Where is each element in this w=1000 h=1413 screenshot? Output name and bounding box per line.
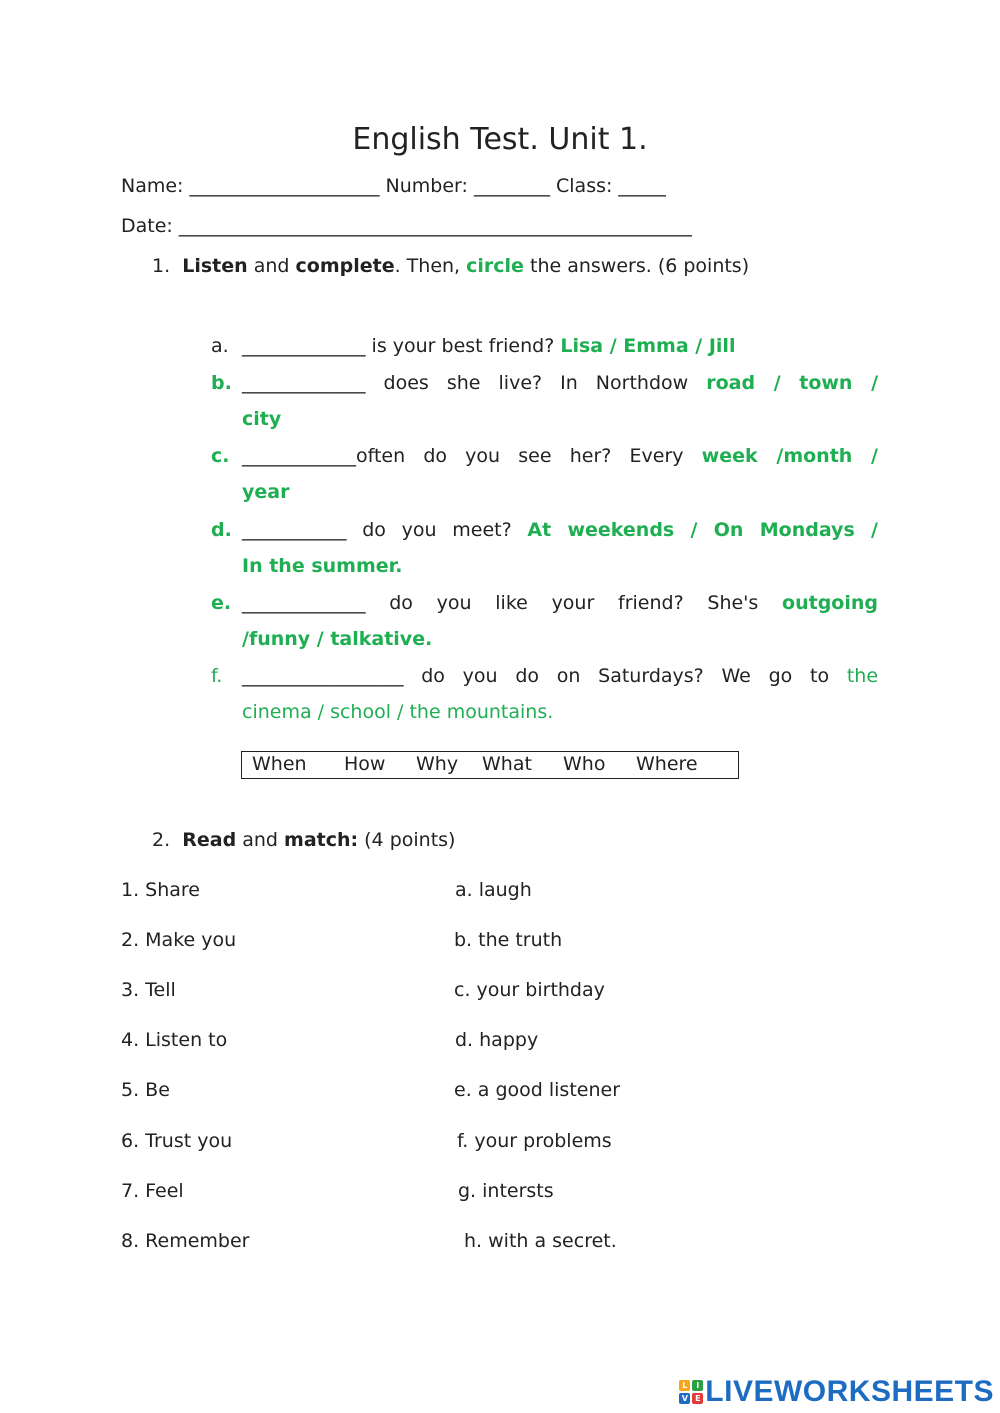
name-number-class-line: Name: ____________________ Number: ________ Class: _____ [121, 175, 666, 197]
item-f-continuation[interactable]: cinema / school / the mountains. [242, 701, 554, 723]
item-d-options[interactable]: At weekends / On Mondays / [527, 519, 878, 541]
liveworksheets-wordmark: LIVEWORKSHEETS [705, 1375, 994, 1408]
item-d-blank[interactable]: ___________ [242, 519, 347, 541]
item-e-continuation[interactable]: /funny / talkative. [242, 628, 433, 650]
instr-circle: circle [466, 255, 524, 277]
item-f-word: do [421, 665, 445, 687]
item-b-line [242, 372, 878, 394]
item-d-question: do you meet? [362, 519, 512, 541]
item-c-continuation[interactable]: year [242, 481, 290, 503]
item-e-letter: e. [211, 592, 232, 614]
item-b-question: does she live? In Northdow [383, 372, 689, 394]
item-e-word: like [495, 592, 528, 614]
item-b-continuation[interactable]: city [242, 408, 282, 430]
match-left-item[interactable]: 4. Listen to [121, 1029, 228, 1051]
date-line: Date: ______________________________________________________ [121, 215, 692, 237]
item-e-blank[interactable]: _____________ [242, 592, 366, 614]
logo-cell: I [692, 1380, 703, 1391]
item-e-line [242, 592, 878, 614]
item-e-word: you [436, 592, 472, 614]
item-f-word: Saturdays? [598, 665, 704, 687]
item-f-line [242, 665, 878, 687]
item-f-options[interactable]: the [846, 665, 879, 687]
match-left-item[interactable]: 5. Be [121, 1079, 170, 1101]
item-c-letter: c. [211, 445, 230, 467]
page-title: English Test. Unit 1. [352, 122, 648, 157]
word-box-item: Why [416, 753, 459, 775]
match-right-item[interactable]: h. with a secret. [464, 1230, 617, 1252]
instr-points: (4 points) [358, 829, 456, 851]
logo-cell: L [679, 1380, 690, 1391]
item-a-letter: a. [211, 335, 229, 357]
item-f-word: do [515, 665, 539, 687]
item-a-blank[interactable]: _____________ [242, 335, 366, 357]
item-e-word: She's [707, 592, 759, 614]
section2-number: 2. [152, 829, 171, 851]
item-a-options[interactable]: Lisa / Emma / Jill [560, 335, 736, 357]
word-box-item: Where [636, 753, 698, 775]
word-box [241, 751, 739, 779]
item-d-letter: d. [211, 519, 232, 541]
item-f-word: go [768, 665, 793, 687]
item-a-line [242, 335, 735, 357]
item-f-letter: f. [211, 665, 223, 687]
item-d-line [242, 519, 878, 541]
match-right-item[interactable]: d. happy [455, 1029, 539, 1051]
word-box-item: Who [563, 753, 606, 775]
match-right-item[interactable]: b. the truth [454, 929, 563, 951]
instr-read: Read [182, 829, 237, 851]
match-left-item[interactable]: 3. Tell [121, 979, 176, 1001]
instr-complete: complete [295, 255, 395, 277]
match-right-item[interactable]: g. intersts [458, 1180, 554, 1202]
item-e-word: your [551, 592, 595, 614]
logo-cell: E [692, 1393, 703, 1404]
item-f-word: We [721, 665, 751, 687]
item-b-blank[interactable]: _____________ [242, 372, 366, 394]
logo-cell: V [679, 1393, 690, 1404]
word-box-item: How [344, 753, 386, 775]
match-left-item[interactable]: 6. Trust you [121, 1130, 233, 1152]
instr-match: match: [284, 829, 359, 851]
item-c-question: often do you see her? Every [356, 445, 684, 467]
word-box-item: What [482, 753, 532, 775]
word-box-item: When [252, 753, 307, 775]
instr-and: and [236, 829, 285, 851]
match-left-item[interactable]: 1. Share [121, 879, 200, 901]
item-e-word: friend? [618, 592, 684, 614]
item-f-word: to [810, 665, 830, 687]
item-e-options[interactable]: outgoing [782, 592, 878, 614]
match-right-item[interactable]: e. a good listener [454, 1079, 620, 1101]
item-a-question: is your best friend? [365, 335, 561, 357]
item-c-blank[interactable]: ____________ [242, 445, 356, 467]
section1-number: 1. [152, 255, 171, 277]
item-e-word: do [389, 592, 413, 614]
match-right-item[interactable]: f. your problems [457, 1130, 612, 1152]
instr-listen: Listen [182, 255, 248, 277]
item-d-continuation[interactable]: In the summer. [242, 555, 403, 577]
match-right-item[interactable]: c. your birthday [454, 979, 605, 1001]
item-c-options[interactable]: week /month / [701, 445, 878, 467]
instr-and: and [247, 255, 296, 277]
instr-then: . Then, [394, 255, 467, 277]
section2-heading [152, 829, 455, 851]
match-left-item[interactable]: 2. Make you [121, 929, 237, 951]
match-left-item[interactable]: 8. Remember [121, 1230, 250, 1252]
item-c-line [242, 445, 878, 467]
item-f-blank[interactable]: _________________ [242, 665, 404, 687]
item-f-word: you [462, 665, 498, 687]
item-f-word: on [556, 665, 581, 687]
liveworksheets-brand[interactable] [679, 1372, 994, 1412]
section1-heading [152, 255, 749, 277]
match-left-item[interactable]: 7. Feel [121, 1180, 184, 1202]
instr-rest: the answers. (6 points) [523, 255, 750, 277]
item-b-letter: b. [211, 372, 232, 394]
match-right-item[interactable]: a. laugh [455, 879, 532, 901]
liveworksheets-logo-icon [679, 1380, 703, 1404]
item-b-options[interactable]: road / town / [706, 372, 879, 394]
